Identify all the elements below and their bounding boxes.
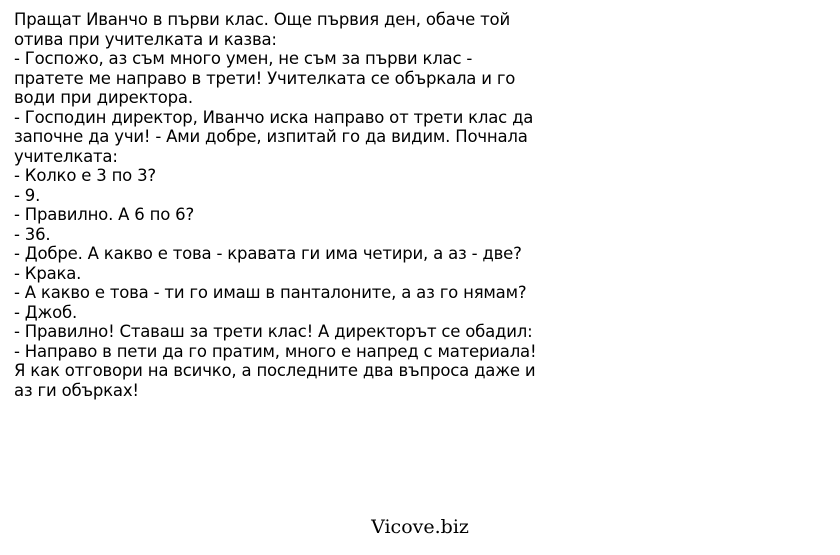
joke-line: - Правилно! Ставаш за трети клас! А директорът се обадил: [14, 322, 533, 341]
joke-line: - 9. [14, 185, 41, 205]
joke-line: - А какво е това - ти го имаш в панталоните, а аз го нямам? [14, 283, 527, 302]
joke-line: Пращат Иванчо в първи клас. Още първия ден, обаче той [14, 10, 510, 29]
site-watermark: Vicove.biz [371, 516, 469, 538]
joke-line: - Добре. А какво е това - кравата ги има четири, а аз - две? [14, 244, 522, 263]
joke-line: пратете ме направо в трети! Учителката се объркала и го [14, 68, 516, 88]
joke-line: - Направо в пети да го пратим, много е напред с материала! [14, 341, 537, 361]
joke-line: води при директора. [14, 88, 193, 107]
joke-line: отива при учителката и казва: [14, 29, 277, 49]
joke-line: - Господин директор, Иванчо иска направо от трети клас да [14, 107, 534, 127]
joke-line: аз ги обърках! [14, 380, 139, 400]
joke-line: - Крака. [14, 263, 82, 283]
joke-line: започне да учи! - Ами добре, изпитай го да видим. Почнала [14, 127, 528, 146]
joke-line: - 36. [14, 224, 51, 244]
joke-line: - Колко е 3 по 3? [14, 166, 156, 185]
joke-line: Я как отговори на всичко, а последните два въпроса даже и [14, 361, 536, 380]
joke-line: - Госпожо, аз съм много умен, не съм за първи клас - [14, 49, 473, 68]
joke-line: - Джоб. [14, 302, 78, 322]
joke-line: - Правилно. А 6 по 6? [14, 205, 195, 224]
joke-text [14, 10, 574, 400]
joke-line: учителката: [14, 146, 118, 166]
